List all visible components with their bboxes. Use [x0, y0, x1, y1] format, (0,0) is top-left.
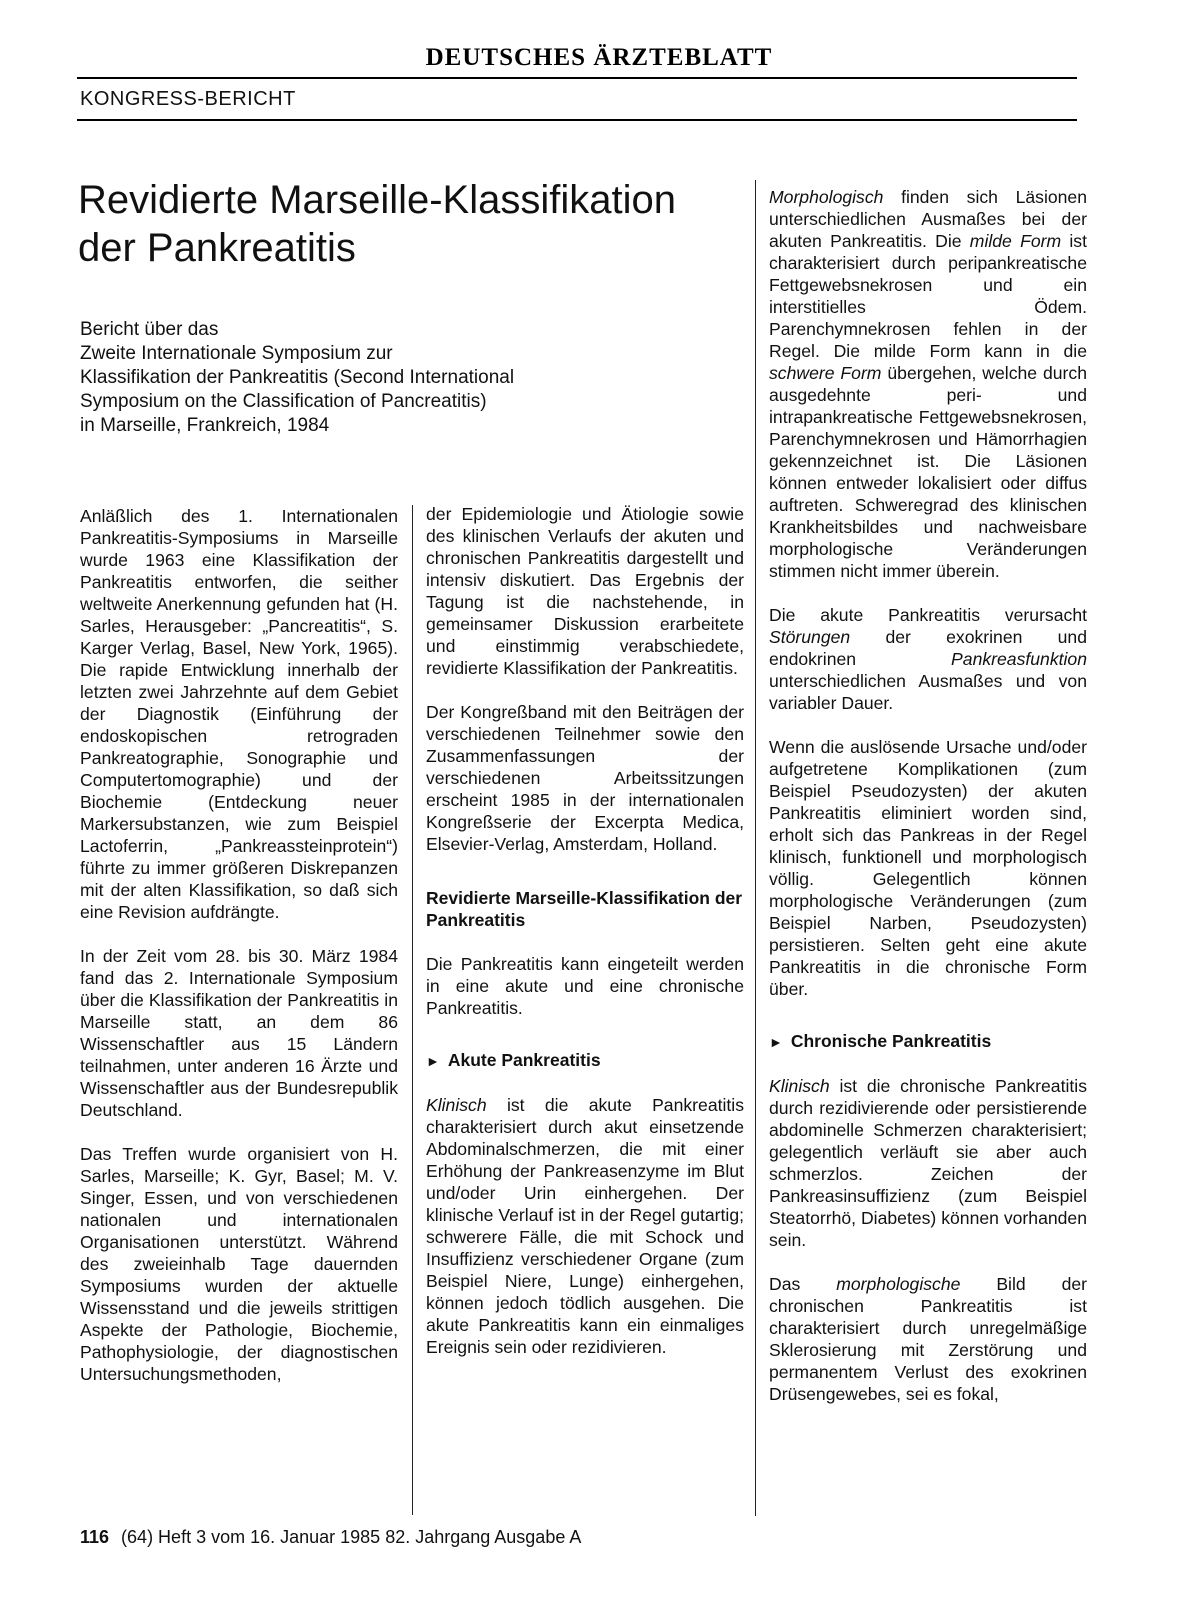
- paragraph: Das Treffen wurde organisiert von H. Sarles, Marseille; K. Gyr, Basel; M. V. Singer, Essen, und von verschiedenen nationalen und internationalen Organisationen unterstützt. Während des zweieinhalb Tage dauernden Symposiums wurden der aktuelle Wissensstand und die jeweils strittigen Aspekte der Pathologie, Biochemie, Pathophysiologie, der diagnostischen Untersuchungsmethoden,: [80, 1144, 398, 1384]
- section-heading: Revidierte Marseille-Klassifikation der Pankreatitis: [426, 888, 743, 930]
- subtitle-line: Bericht über das: [80, 319, 219, 340]
- section-rule: [77, 119, 1077, 121]
- paragraph: [426, 1094, 744, 1358]
- paragraph-text: unterschiedlichen Ausmaßes und von variabler Dauer.: [769, 671, 1087, 713]
- paragraph: [769, 604, 1087, 714]
- paragraph: [769, 1075, 1087, 1251]
- paragraph: Anläßlich des 1. Internationalen Pankreatitis-Symposiums in Marseille wurde 1963 eine Klassifikation der Pankreatitis entworfen, die seither weltweite Anerkennung gefunden hat (H. Sarles, Herausgeber: „Pancreatitis“, S. Karger Verlag, Basel, New York, 1965). Die rapide Entwicklung innerhalb der letzten zwei Jahrzehnte auf dem Gebiet der Diagnostik (Einführung der endoskopischen retrograden Pankreatographie, Sonographie und Computertomographie) und der Biochemie (Entdeckung neuer Markersubstanzen, wie zum Beispiel Lactoferrin, „Pankreassteinprotein“) führte zu immer größeren Diskrepanzen mit der alten Klassifikation, so daß sich eine Revision aufdrängte.: [80, 506, 398, 922]
- emphasis: Morphologisch: [769, 187, 884, 207]
- emphasis: Störungen: [769, 627, 851, 647]
- subsection-heading: [769, 1030, 1087, 1053]
- column-1: [80, 505, 398, 1385]
- paragraph-text: Die akute Pankreatitis verursacht: [769, 605, 1087, 625]
- paragraph: Die Pankreatitis kann eingeteilt werden in eine akute und eine chronische Pankreatitis.: [426, 954, 744, 1018]
- paragraph-text: ist die akute Pankreatitis charakterisiert durch akut einsetzende Abdominalschmerzen, die mit einer Erhöhung der Pankreasenzyme im Blut und/oder Urin einhergehen. Der klinische Verlauf ist in der Regel gutartig; schwerere Fälle, die mit Schock und Insuffizienz verschiedener Organe (zum Beispiel Niere, Lunge) einhergehen, können jedoch tödlich ausgehen. Die akute Pankreatitis kann ein einmaliges Ereignis sein oder rezidivieren.: [426, 1095, 744, 1357]
- column-3: [769, 186, 1087, 1405]
- page-number: 116: [80, 1527, 110, 1547]
- masthead-rule: [77, 77, 1077, 79]
- section-label: KONGRESS-BERICHT: [80, 88, 296, 110]
- subsection-heading: [426, 1049, 744, 1072]
- column-divider: [755, 180, 756, 1516]
- emphasis: Klinisch: [426, 1095, 487, 1115]
- article-title: [78, 176, 718, 272]
- article-subtitle: [80, 318, 700, 438]
- paragraph-text: Bild der chronischen Pankreatitis ist charakterisiert durch unregelmäßige Sklerosierung mit Zerstörung und permanentem Verlust des exokrinen Drüsengewebes, sei es fokal,: [769, 1274, 1087, 1404]
- paragraph: [769, 1273, 1087, 1405]
- title-line: Revidierte Marseille-Klassifikation: [78, 178, 676, 222]
- paragraph-text: Das: [769, 1274, 837, 1294]
- paragraph-text: finden sich Läsionen unterschiedlichen Ausmaßes bei der akuten Pankreatitis. Die: [769, 187, 1087, 251]
- subsection-heading-text: Akute Pankreatitis: [447, 1050, 601, 1070]
- subtitle-line: Klassifikation der Pankreatitis (Second International: [80, 367, 515, 388]
- paragraph-text: ist charakterisiert durch peripankreatische Fettgewebsnekrosen und ein interstitielles Ödem. Parenchymnekrosen fehlen in der Regel. Die milde Form kann in die: [769, 231, 1087, 361]
- subtitle-line: in Marseille, Frankreich, 1984: [80, 415, 330, 436]
- paragraph-text: der exokrinen und endokrinen: [769, 627, 1087, 669]
- paragraph-text: ist die chronische Pankreatitis durch rezidivierende oder persistierende abdominelle Schmerzen charakterisiert; gelegentlich verläuft sie aber auch schmerzlos. Zeichen der Pankreasinsuffizienz (zum Beispiel Steatorrhö, Diabetes) können vorhanden sein.: [769, 1076, 1087, 1250]
- paragraph: der Epidemiologie und Ätiologie sowie des klinischen Verlaufs der akuten und chronischen Pankreatitis dargestellt und intensiv diskutiert. Das Ergebnis der Tagung ist die nachstehende, in gemeinsamer Diskussion erarbeitete und einstimmig verabschiedete, revidierte Klassifikation der Pankreatitis.: [426, 504, 744, 678]
- paragraph: In der Zeit vom 28. bis 30. März 1984 fand das 2. Internationale Symposium über die Klassifikation der Pankreatitis in Marseille statt, an dem 86 Wissenschaftler aus 15 Ländern teilnahmen, unter anderen 16 Ärzte und Wissenschaftler aus der Bundesrepublik Deutschland.: [80, 946, 398, 1120]
- emphasis: milde Form: [969, 231, 1062, 251]
- emphasis: Pankreasfunktion: [951, 649, 1087, 669]
- subtitle-line: Symposium on the Classification of Pancreatitis): [80, 391, 487, 412]
- arrow-icon: ►: [426, 1053, 440, 1069]
- paragraph: Wenn die auslösende Ursache und/oder aufgetretene Komplikationen (zum Beispiel Pseudozysten) der akuten Pankreatitis eliminiert worden sind, erholt sich das Pankreas in der Regel klinisch, funktionell und morphologisch völlig. Gelegentlich können morphologische Veränderungen (zum Beispiel Narben, Pseudozysten) persistieren. Selten geht eine akute Pankreatitis in die chronische Form über.: [769, 737, 1087, 999]
- column-2: [426, 503, 744, 1358]
- subtitle-line: Zweite Internationale Symposium zur: [80, 343, 393, 364]
- page-footer: [80, 1527, 581, 1548]
- journal-masthead: DEUTSCHES ÄRZTEBLATT: [425, 44, 773, 71]
- emphasis: morphologische: [836, 1274, 961, 1294]
- arrow-icon: ►: [769, 1034, 783, 1050]
- paragraph: Der Kongreßband mit den Beiträgen der verschiedenen Teilnehmer sowie den Zusammenfassungen der verschiedenen Arbeitssitzungen erscheint 1985 in der internationalen Kongreßserie der Excerpta Medica, Elsevier-Verlag, Amsterdam, Holland.: [426, 702, 744, 854]
- emphasis: schwere Form: [769, 363, 882, 383]
- paragraph: [769, 186, 1087, 582]
- title-line: der Pankreatitis: [78, 226, 356, 270]
- subsection-heading-text: Chronische Pankreatitis: [790, 1031, 992, 1051]
- paragraph-text: übergehen, welche durch ausgedehnte peri- und intrapankreatische Fettgewebsnekrosen, Parenchymnekrosen und Hämorrhagien gekennzeichnet ist. Die Läsionen können entweder lokalisiert oder diffus auftreten. Schweregrad des klinischen Krankheitsbildes und nachweisbare morphologische Veränderungen stimmen nicht immer überein.: [769, 363, 1087, 581]
- emphasis: Klinisch: [769, 1076, 830, 1096]
- column-divider: [412, 505, 413, 1515]
- issue-info: (64) Heft 3 vom 16. Januar 1985 82. Jahrgang Ausgabe A: [121, 1527, 582, 1547]
